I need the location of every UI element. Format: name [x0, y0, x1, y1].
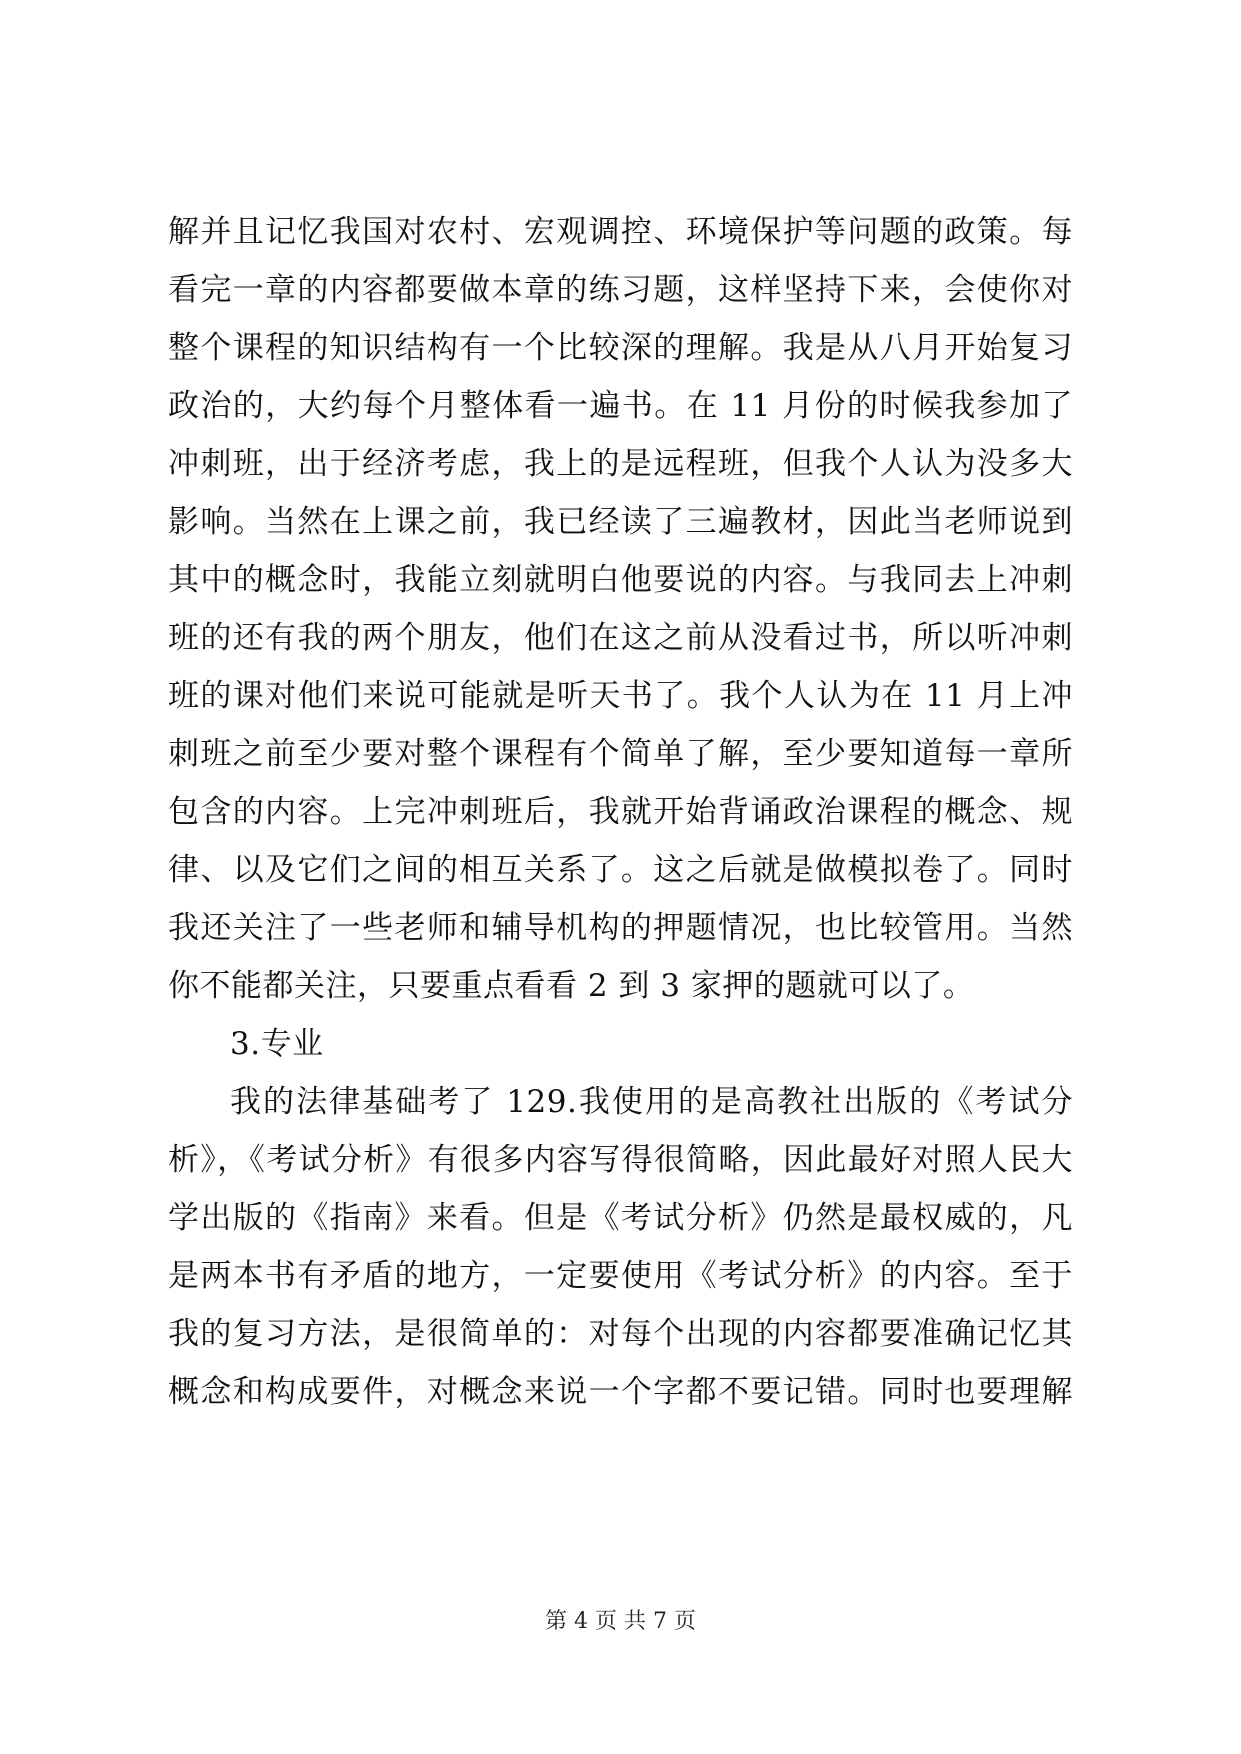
body-text-line: 概念和构成要件，对概念来说一个字都不要记错。同时也要理解 [168, 1374, 1073, 1410]
page-number-footer: 第 4 页 共 7 页 [545, 1609, 696, 1634]
section-heading: 3.专业 [230, 1026, 324, 1062]
body-text-line: 政治的，大约每个月整体看一遍书。在 11 月份的时候我参加了 [168, 388, 1073, 424]
body-text-line: 其中的概念时，我能立刻就明白他要说的内容。与我同去上冲刺 [168, 562, 1073, 598]
body-text-line: 整个课程的知识结构有一个比较深的理解。我是从八月开始复习 [168, 330, 1073, 366]
body-text-line: 解并且记忆我国对农村、宏观调控、环境保护等问题的政策。每 [168, 214, 1073, 250]
paragraph-first-line: 我的法律基础考了 129.我使用的是高教社出版的《考试分 [230, 1084, 1073, 1120]
body-text-line: 析》，《考试分析》有很多内容写得很简略，因此最好对照人民大 [168, 1142, 1073, 1178]
body-text-line: 班的课对他们来说可能就是听天书了。我个人认为在 11 月上冲 [168, 678, 1073, 714]
body-text-line: 班的还有我的两个朋友，他们在这之前从没看过书，所以听冲刺 [168, 620, 1073, 656]
body-text-line: 看完一章的内容都要做本章的练习题，这样坚持下来，会使你对 [168, 272, 1073, 308]
body-text-line: 影响。当然在上课之前，我已经读了三遍教材，因此当老师说到 [168, 504, 1073, 540]
body-text-line: 你不能都关注，只要重点看看 2 到 3 家押的题就可以了。 [168, 968, 975, 1004]
body-text-line: 我的复习方法，是很简单的：对每个出现的内容都要准确记忆其 [168, 1316, 1073, 1352]
body-text-line: 我还关注了一些老师和辅导机构的押题情况，也比较管用。当然 [168, 910, 1073, 946]
body-text-line: 包含的内容。上完冲刺班后，我就开始背诵政治课程的概念、规 [168, 794, 1073, 830]
body-text-line: 冲刺班，出于经济考虑，我上的是远程班，但我个人认为没多大 [168, 446, 1073, 482]
body-text-line: 律、以及它们之间的相互关系了。这之后就是做模拟卷了。同时 [168, 852, 1073, 888]
body-text-line: 是两本书有矛盾的地方，一定要使用《考试分析》的内容。至于 [168, 1258, 1073, 1294]
body-text-line: 刺班之前至少要对整个课程有个简单了解，至少要知道每一章所 [168, 736, 1073, 772]
body-text-line: 学出版的《指南》来看。但是《考试分析》仍然是最权威的，凡 [168, 1200, 1073, 1236]
